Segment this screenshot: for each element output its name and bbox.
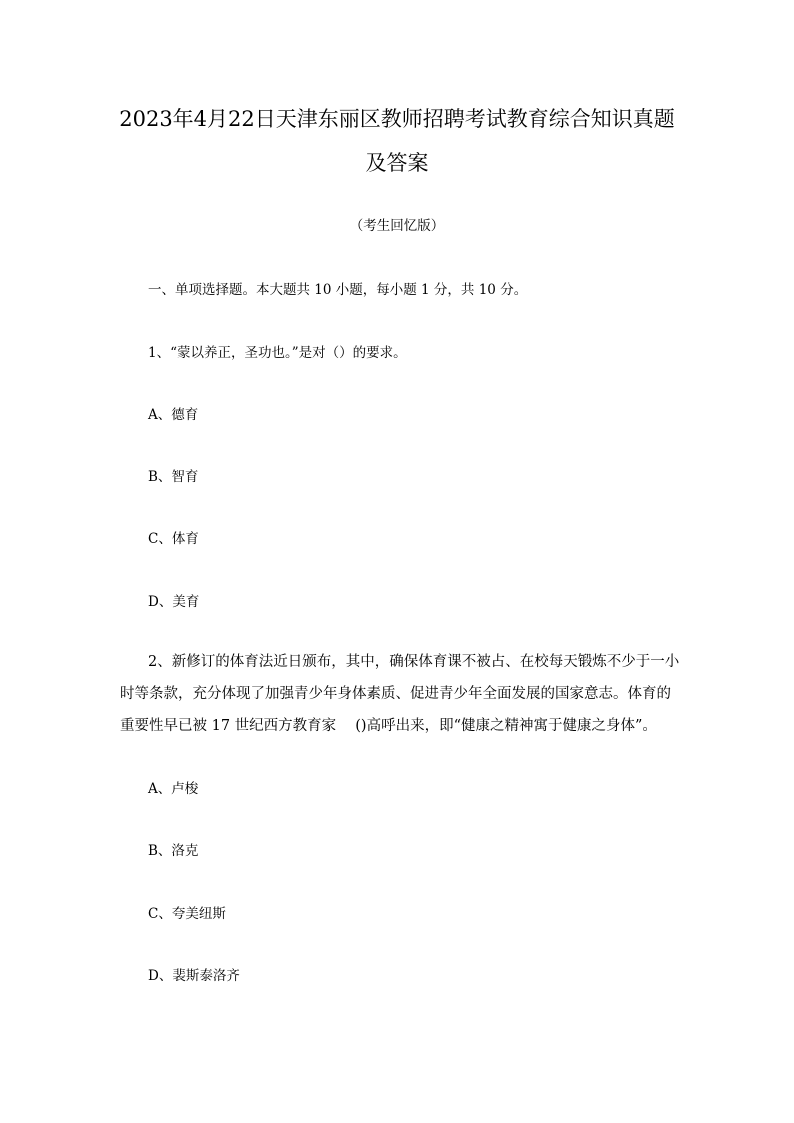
section-heading: 一、单项选择题。本大题共 10 小题，每小题 1 分，共 10 分。 [148,282,528,298]
question-1-option-a: A、德育 [148,407,199,423]
question-2-option-c: C、夸美纽斯 [148,906,226,922]
question-2-option-d: D、裴斯泰洛齐 [148,968,240,984]
question-2-option-b: B、洛克 [148,843,199,859]
document-title: 2023年4月22日天津东丽区教师招聘考试教育综合知识真题及答案 [119,107,675,175]
question-1-option-c: C、体育 [148,531,199,547]
question-2-stem: 2、新修订的体育法近日颁布，其中，确保体育课不被占、在校每天锻炼不少于一小时等条款，充分体现了加强青少年身体素质、促进青少年全面发展的国家意志。体育的重要性早已被 17 世纪西方教育家 ()高呼出来，即“健康之精神寓于健康之身体”。 [120,654,680,734]
document-subtitle: （考生回忆版） [349,218,445,234]
question-1-option-b: B、智育 [148,469,199,485]
question-2-option-a: A、卢梭 [148,781,199,797]
question-1-stem: 1、“蒙以养正，圣功也。”是对（）的要求。 [148,345,407,361]
question-1-option-d: D、美育 [148,594,200,610]
